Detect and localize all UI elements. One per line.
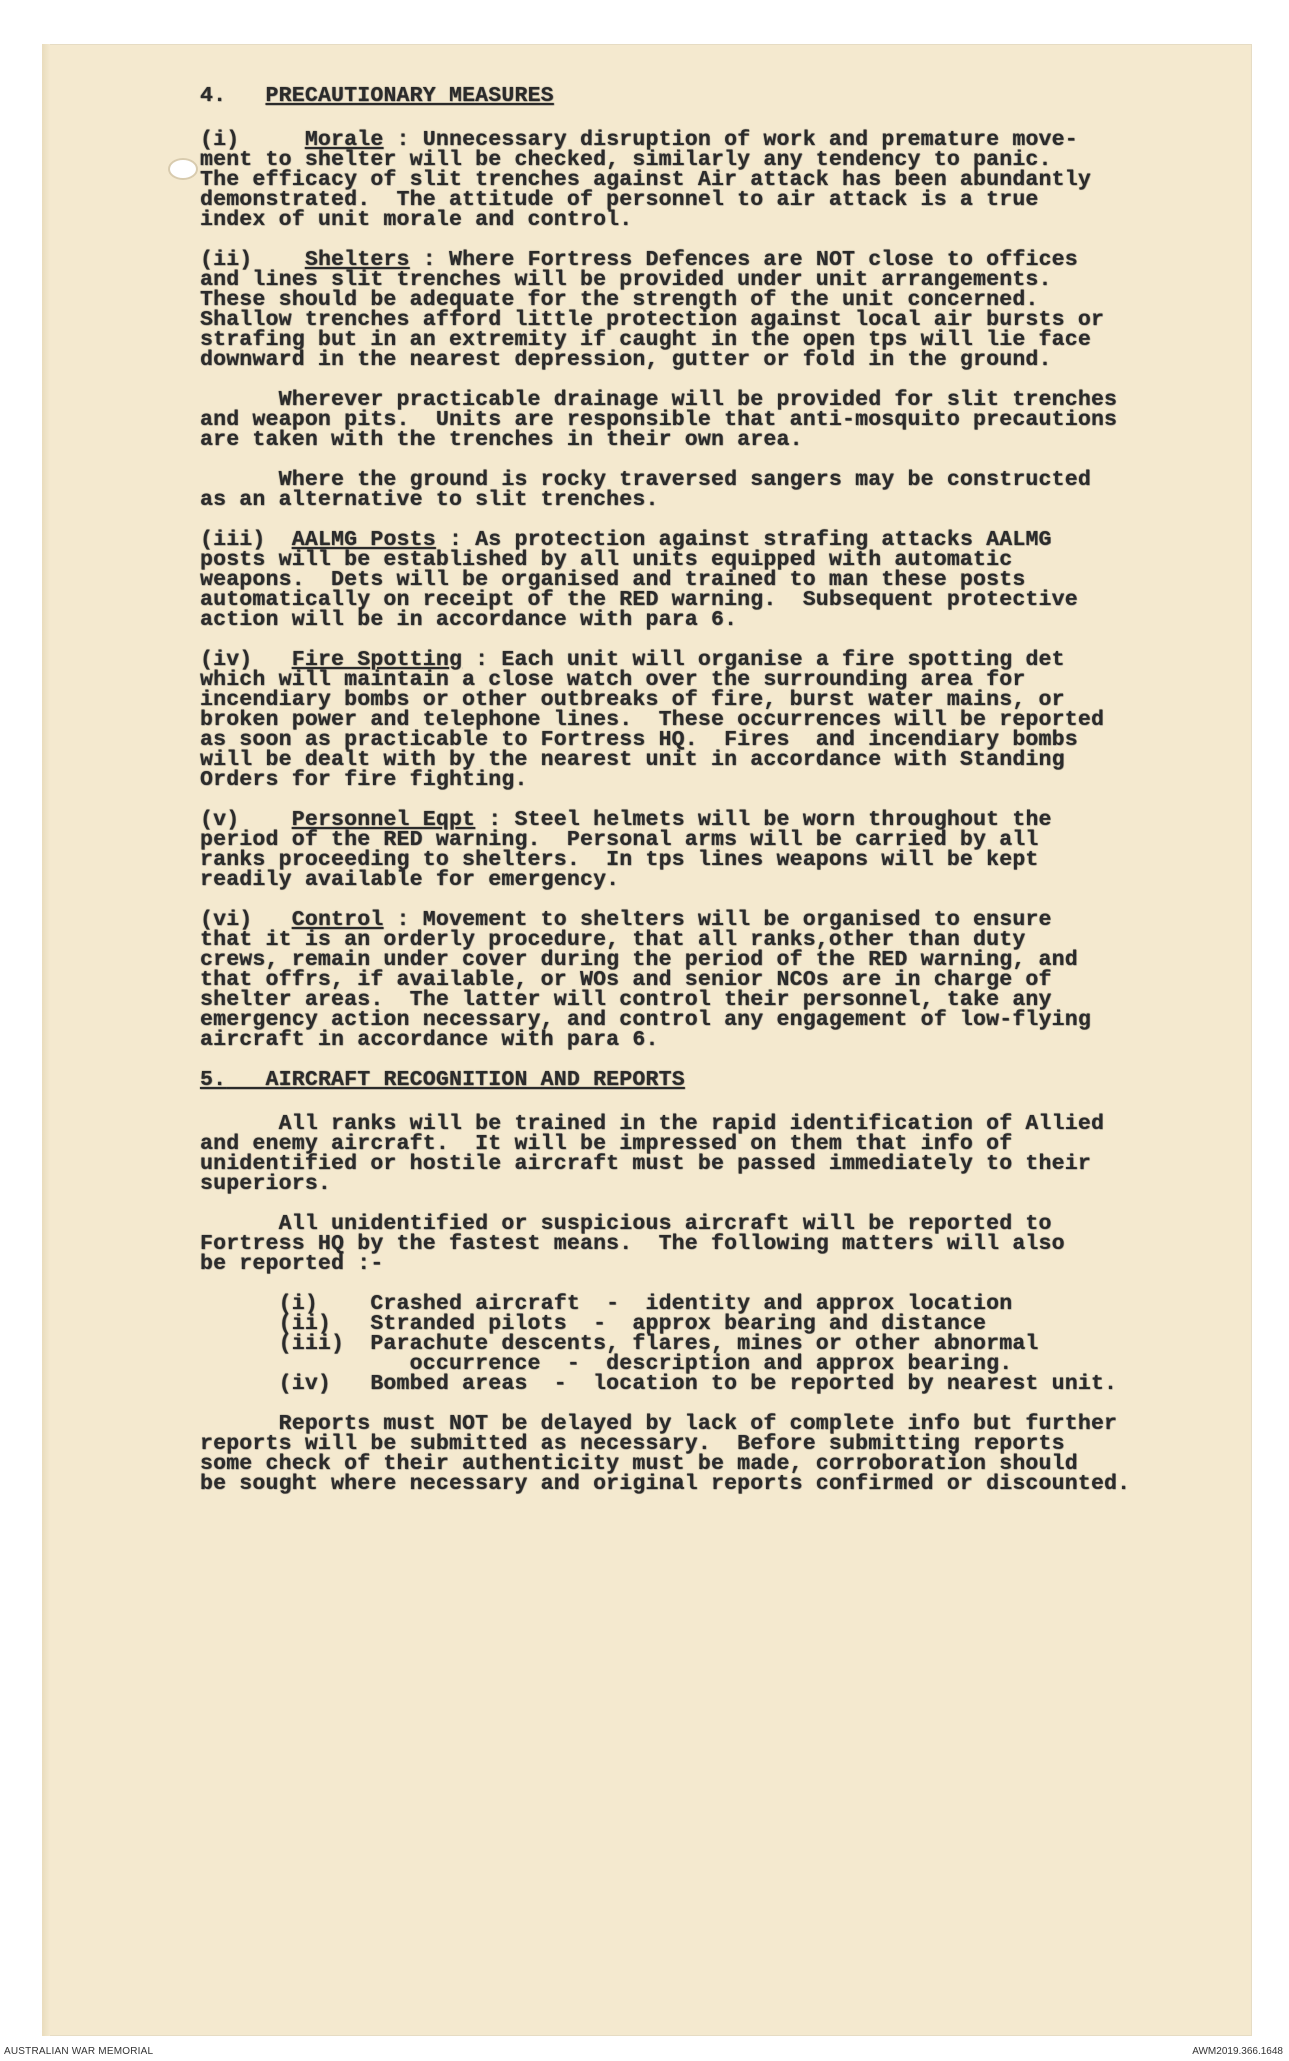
para-line: posts will be established by all units equipped with automatic — [200, 548, 1013, 572]
para-title: Shelters — [304, 248, 410, 272]
para-line: and lines slit trenches will be provided under unit arrangements. — [200, 268, 1052, 292]
para-line: superiors. — [200, 1172, 332, 1196]
para-personnel-eqpt — [200, 810, 1260, 890]
section-5-para-2 — [200, 1214, 1260, 1274]
para-line: period of the RED warning. Personal arms will be carried by all — [200, 828, 1039, 852]
para-line: shelter areas. The latter will control their personnel, take any — [200, 988, 1052, 1012]
para-line: readily available for emergency. — [200, 868, 620, 892]
para-shelters — [200, 250, 1260, 370]
list-item: occurrence - description and approx bearing. — [200, 1352, 1013, 1376]
para-line: : Movement to shelters will be organised to ensure — [383, 908, 1052, 932]
section-number: 5. — [200, 1068, 227, 1092]
list-item: (i) Crashed aircraft - identity and approx location — [200, 1292, 1013, 1316]
para-line: which will maintain a close watch over the surrounding area for — [200, 668, 1026, 692]
paper-edge — [42, 44, 50, 2036]
para-morale — [200, 130, 1260, 230]
para-line: Shallow trenches afford little protection against local air bursts or — [200, 308, 1105, 332]
para-first-line — [200, 250, 1260, 270]
para-line: ment to shelter will be checked, similarly any tendency to panic. — [200, 148, 1052, 172]
para-line: : Steel helmets will be worn throughout the — [475, 808, 1052, 832]
para-line: are taken with the trenches in their own area. — [200, 428, 803, 452]
para-line: strafing but in an extremity if caught in the open tps will lie face — [200, 328, 1091, 352]
para-first-line — [200, 650, 1260, 670]
para-line: crews, remain under cover during the period of the RED warning, and — [200, 948, 1078, 972]
para-line: All unidentified or suspicious aircraft will be reported to — [200, 1212, 1052, 1236]
para-title: Fire Spotting — [291, 648, 463, 672]
para-line: aircraft in accordance with para 6. — [200, 1028, 659, 1052]
para-first-line — [200, 810, 1260, 830]
para-line: emergency action necessary, and control any engagement of low-flying — [200, 1008, 1091, 1032]
report-items-list — [200, 1294, 1260, 1394]
list-item: (iii) Parachute descents, flares, mines or other abnormal — [200, 1332, 1039, 1356]
para-line: demonstrated. The attitude of personnel to air attack is a true — [200, 188, 1039, 212]
list-item: (iv) Bombed areas - location to be reported by nearest unit. — [200, 1372, 1118, 1396]
para-drainage — [200, 390, 1260, 450]
punch-hole — [170, 160, 196, 178]
para-control — [200, 910, 1260, 1050]
para-line: as soon as practicable to Fortress HQ. Fires and incendiary bombs — [200, 728, 1078, 752]
para-line: Where the ground is rocky traversed sangers may be constructed — [200, 468, 1091, 492]
para-label: (ii) — [200, 248, 253, 272]
para-label: (vi) — [200, 908, 253, 932]
section-4-heading — [200, 86, 1260, 106]
para-line: weapons. Dets will be organised and trained to man these posts — [200, 568, 1026, 592]
section-5-para-1 — [200, 1114, 1260, 1194]
para-line: downward in the nearest depression, gutter or fold in the ground. — [200, 348, 1052, 372]
para-line: and weapon pits. Units are responsible that anti-mosquito precautions — [200, 408, 1118, 432]
para-line: automatically on receipt of the RED warning. Subsequent protective — [200, 588, 1078, 612]
para-line: and enemy aircraft. It will be impressed on them that info of — [200, 1132, 1013, 1156]
para-line: unidentified or hostile aircraft must be passed immediately to their — [200, 1152, 1091, 1176]
para-line: will be dealt with by the nearest unit in accordance with Standing — [200, 748, 1065, 772]
list-item: (ii) Stranded pilots - approx bearing and distance — [200, 1312, 987, 1336]
para-line: that offrs, if available, or WOs and senior NCOs are in charge of — [200, 968, 1052, 992]
para-line: : Each unit will organise a fire spotting det — [462, 648, 1065, 672]
para-line: some check of their authenticity must be made, corroboration should — [200, 1452, 1078, 1476]
para-line: incendiary bombs or other outbreaks of fire, burst water mains, or — [200, 688, 1065, 712]
para-first-line — [200, 530, 1260, 550]
para-line: All ranks will be trained in the rapid identification of Allied — [200, 1112, 1105, 1136]
para-title: Control — [291, 908, 384, 932]
para-title: AALMG Posts — [291, 528, 436, 552]
para-line: : Where Fortress Defences are NOT close to offices — [409, 248, 1078, 272]
para-label: (iii) — [200, 528, 266, 552]
archive-credit: AUSTRALIAN WAR MEMORIAL — [4, 2046, 154, 2057]
para-label: (iv) — [200, 648, 253, 672]
archive-reference: AWM2019.366.1648 — [1192, 2046, 1283, 2057]
para-line: : Unnecessary disruption of work and premature move- — [383, 128, 1078, 152]
para-line: as an alternative to slit trenches. — [200, 488, 659, 512]
section-5-heading — [200, 1070, 1260, 1090]
para-line: The efficacy of slit trenches against Air attack has been abundantly — [200, 168, 1091, 192]
para-line: reports will be submitted as necessary. Before submitting reports — [200, 1432, 1065, 1456]
para-line: Orders for fire fighting. — [200, 768, 528, 792]
para-line: ranks proceeding to shelters. In tps lines weapons will be kept — [200, 848, 1039, 872]
para-line: : As protection against strafing attacks AALMG — [435, 528, 1052, 552]
section-title: PRECAUTIONARY MEASURES — [265, 84, 554, 108]
para-first-line — [200, 910, 1260, 930]
para-first-line — [200, 130, 1260, 150]
para-line: index of unit morale and control. — [200, 208, 633, 232]
para-line: Wherever practicable drainage will be provided for slit trenches — [200, 388, 1118, 412]
para-line: Reports must NOT be delayed by lack of complete info but further — [200, 1412, 1118, 1436]
para-label: (i) — [200, 128, 240, 152]
section-title: AIRCRAFT RECOGNITION AND REPORTS — [265, 1068, 685, 1092]
para-title: Morale — [304, 128, 384, 152]
para-label: (v) — [200, 808, 240, 832]
para-title: Personnel Eqpt — [291, 808, 476, 832]
para-line: be reported :- — [200, 1252, 384, 1276]
para-fire-spotting — [200, 650, 1260, 790]
typed-document — [200, 86, 1260, 1494]
para-line: broken power and telephone lines. These occurrences will be reported — [200, 708, 1105, 732]
para-line: action will be in accordance with para 6. — [200, 608, 738, 632]
para-aalmg-posts — [200, 530, 1260, 630]
para-line: These should be adequate for the strength of the unit concerned. — [200, 288, 1039, 312]
section-5-para-3 — [200, 1414, 1260, 1494]
section-number: 4. — [200, 84, 227, 108]
para-sangers — [200, 470, 1260, 510]
para-line: be sought where necessary and original reports confirmed or discounted. — [200, 1472, 1131, 1496]
para-line: that it is an orderly procedure, that all ranks,other than duty — [200, 928, 1026, 952]
para-line: Fortress HQ by the fastest means. The following matters will also — [200, 1232, 1065, 1256]
